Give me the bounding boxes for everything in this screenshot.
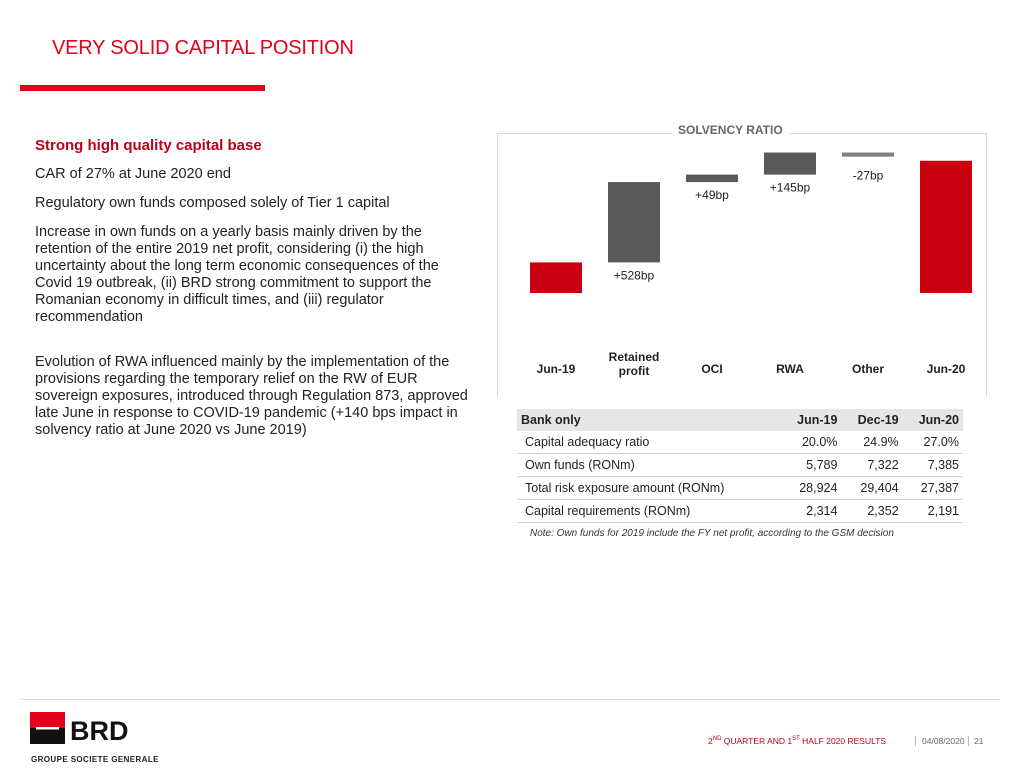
table-cell: 24.9% xyxy=(841,431,902,454)
brd-logo xyxy=(30,712,150,746)
bar-value-label: +145bp xyxy=(769,180,811,195)
page-number: 21 xyxy=(968,736,983,746)
category-label: Jun-19 xyxy=(536,362,576,376)
table-cell: 27,387 xyxy=(903,477,963,500)
table-cell: 2,314 xyxy=(781,500,841,523)
bar-value-label: 20.01% xyxy=(532,294,573,308)
waterfall-bar xyxy=(686,175,738,182)
category-label: OCI xyxy=(701,362,723,376)
section-subhead: Strong high quality capital base xyxy=(35,137,262,154)
table-cell: 28,924 xyxy=(781,477,841,500)
table-cell: Capital adequacy ratio xyxy=(517,431,781,454)
bar-value-label: -27bp xyxy=(852,168,884,183)
table-header-cell: Jun-20 xyxy=(903,409,963,431)
table-cell: 2,191 xyxy=(903,500,963,523)
solvency-ratio-chart xyxy=(497,133,987,395)
logo-black-square xyxy=(30,728,65,744)
table-cell: Own funds (RONm) xyxy=(517,454,781,477)
bar-value-label: +49bp xyxy=(695,188,729,203)
bar-value-label: +528bp xyxy=(613,268,655,283)
waterfall-bar xyxy=(842,153,894,157)
table-header-row xyxy=(517,409,963,431)
bullet-own-funds: Increase in own funds on a yearly basis mainly driven by the retention of the entire 2019 net profit, considering (i) the high uncertainty about the long term economic consequences of the Covid 19 outbreak, (ii) BRD strong commitment to support the Romanian economy in difficult times, and (iii) regulator recommendation xyxy=(35,224,439,325)
group-name: GROUPE SOCIETE GENERALE xyxy=(31,755,159,764)
footer-divider xyxy=(20,699,1000,700)
table-row xyxy=(517,431,963,454)
title-underline xyxy=(20,85,265,91)
category-label: profit xyxy=(618,364,650,378)
table-cell: 7,385 xyxy=(903,454,963,477)
report-title-part: HALF 2020 RESULTS xyxy=(799,736,887,746)
table-cell: 2,352 xyxy=(841,500,902,523)
capital-table xyxy=(517,409,963,523)
bullet-tier1: Regulatory own funds composed solely of Tier 1 capital xyxy=(35,195,390,211)
left-text-column xyxy=(35,137,475,451)
bar-value-label: 26.69% xyxy=(929,294,970,308)
category-label: Jun-20 xyxy=(926,362,966,376)
table-header-cell: Bank only xyxy=(517,409,781,431)
category-label: RWA xyxy=(776,362,804,376)
logo-white-bar xyxy=(36,727,59,730)
footnote: Note: Own funds for 2019 include the FY net profit, according to the GSM decision xyxy=(530,528,894,539)
table-cell: 20.0% xyxy=(781,431,841,454)
table-header-cell: Jun-19 xyxy=(781,409,841,431)
bullet-rwa: Evolution of RWA influenced mainly by the implementation of the provisions regarding the temporary relief on the RW of EUR sovereign exposures, introduced through Regulation 873, approved late June in response to COVID-19 pandemic (+140 bps impact in solvency ratio at June 2020 vs June 2019) xyxy=(35,354,468,438)
table-row xyxy=(517,500,963,523)
waterfall-bar xyxy=(530,262,582,293)
table-row xyxy=(517,454,963,477)
table-cell: Total risk exposure amount (RONm) xyxy=(517,477,781,500)
category-label: Retained xyxy=(608,350,660,364)
report-date: 04/08/2020 xyxy=(915,736,965,746)
logo-wordmark: BRD xyxy=(70,716,129,746)
table-cell: Capital requirements (RONm) xyxy=(517,500,781,523)
report-title-part: QUARTER AND 1 xyxy=(721,736,793,746)
logo-red-square xyxy=(30,712,65,728)
report-title-part: 2 xyxy=(708,736,713,746)
bullet-car: CAR of 27% at June 2020 end xyxy=(35,166,231,182)
waterfall-bar xyxy=(764,153,816,175)
table-cell: 27.0% xyxy=(903,431,963,454)
page-title: VERY SOLID CAPITAL POSITION xyxy=(52,37,354,59)
report-title xyxy=(708,736,886,746)
report-title-sup: ND xyxy=(712,736,722,743)
table-header-cell: Dec-19 xyxy=(841,409,902,431)
table-row xyxy=(517,477,963,500)
table-cell: 5,789 xyxy=(781,454,841,477)
waterfall-bar xyxy=(920,161,972,293)
table-cell: 7,322 xyxy=(841,454,902,477)
chart-title: SOLVENCY RATIO xyxy=(672,123,789,137)
category-label: Other xyxy=(851,362,885,376)
table-cell: 29,404 xyxy=(841,477,902,500)
report-title-sup: ST xyxy=(792,736,800,743)
waterfall-bar xyxy=(608,182,660,262)
